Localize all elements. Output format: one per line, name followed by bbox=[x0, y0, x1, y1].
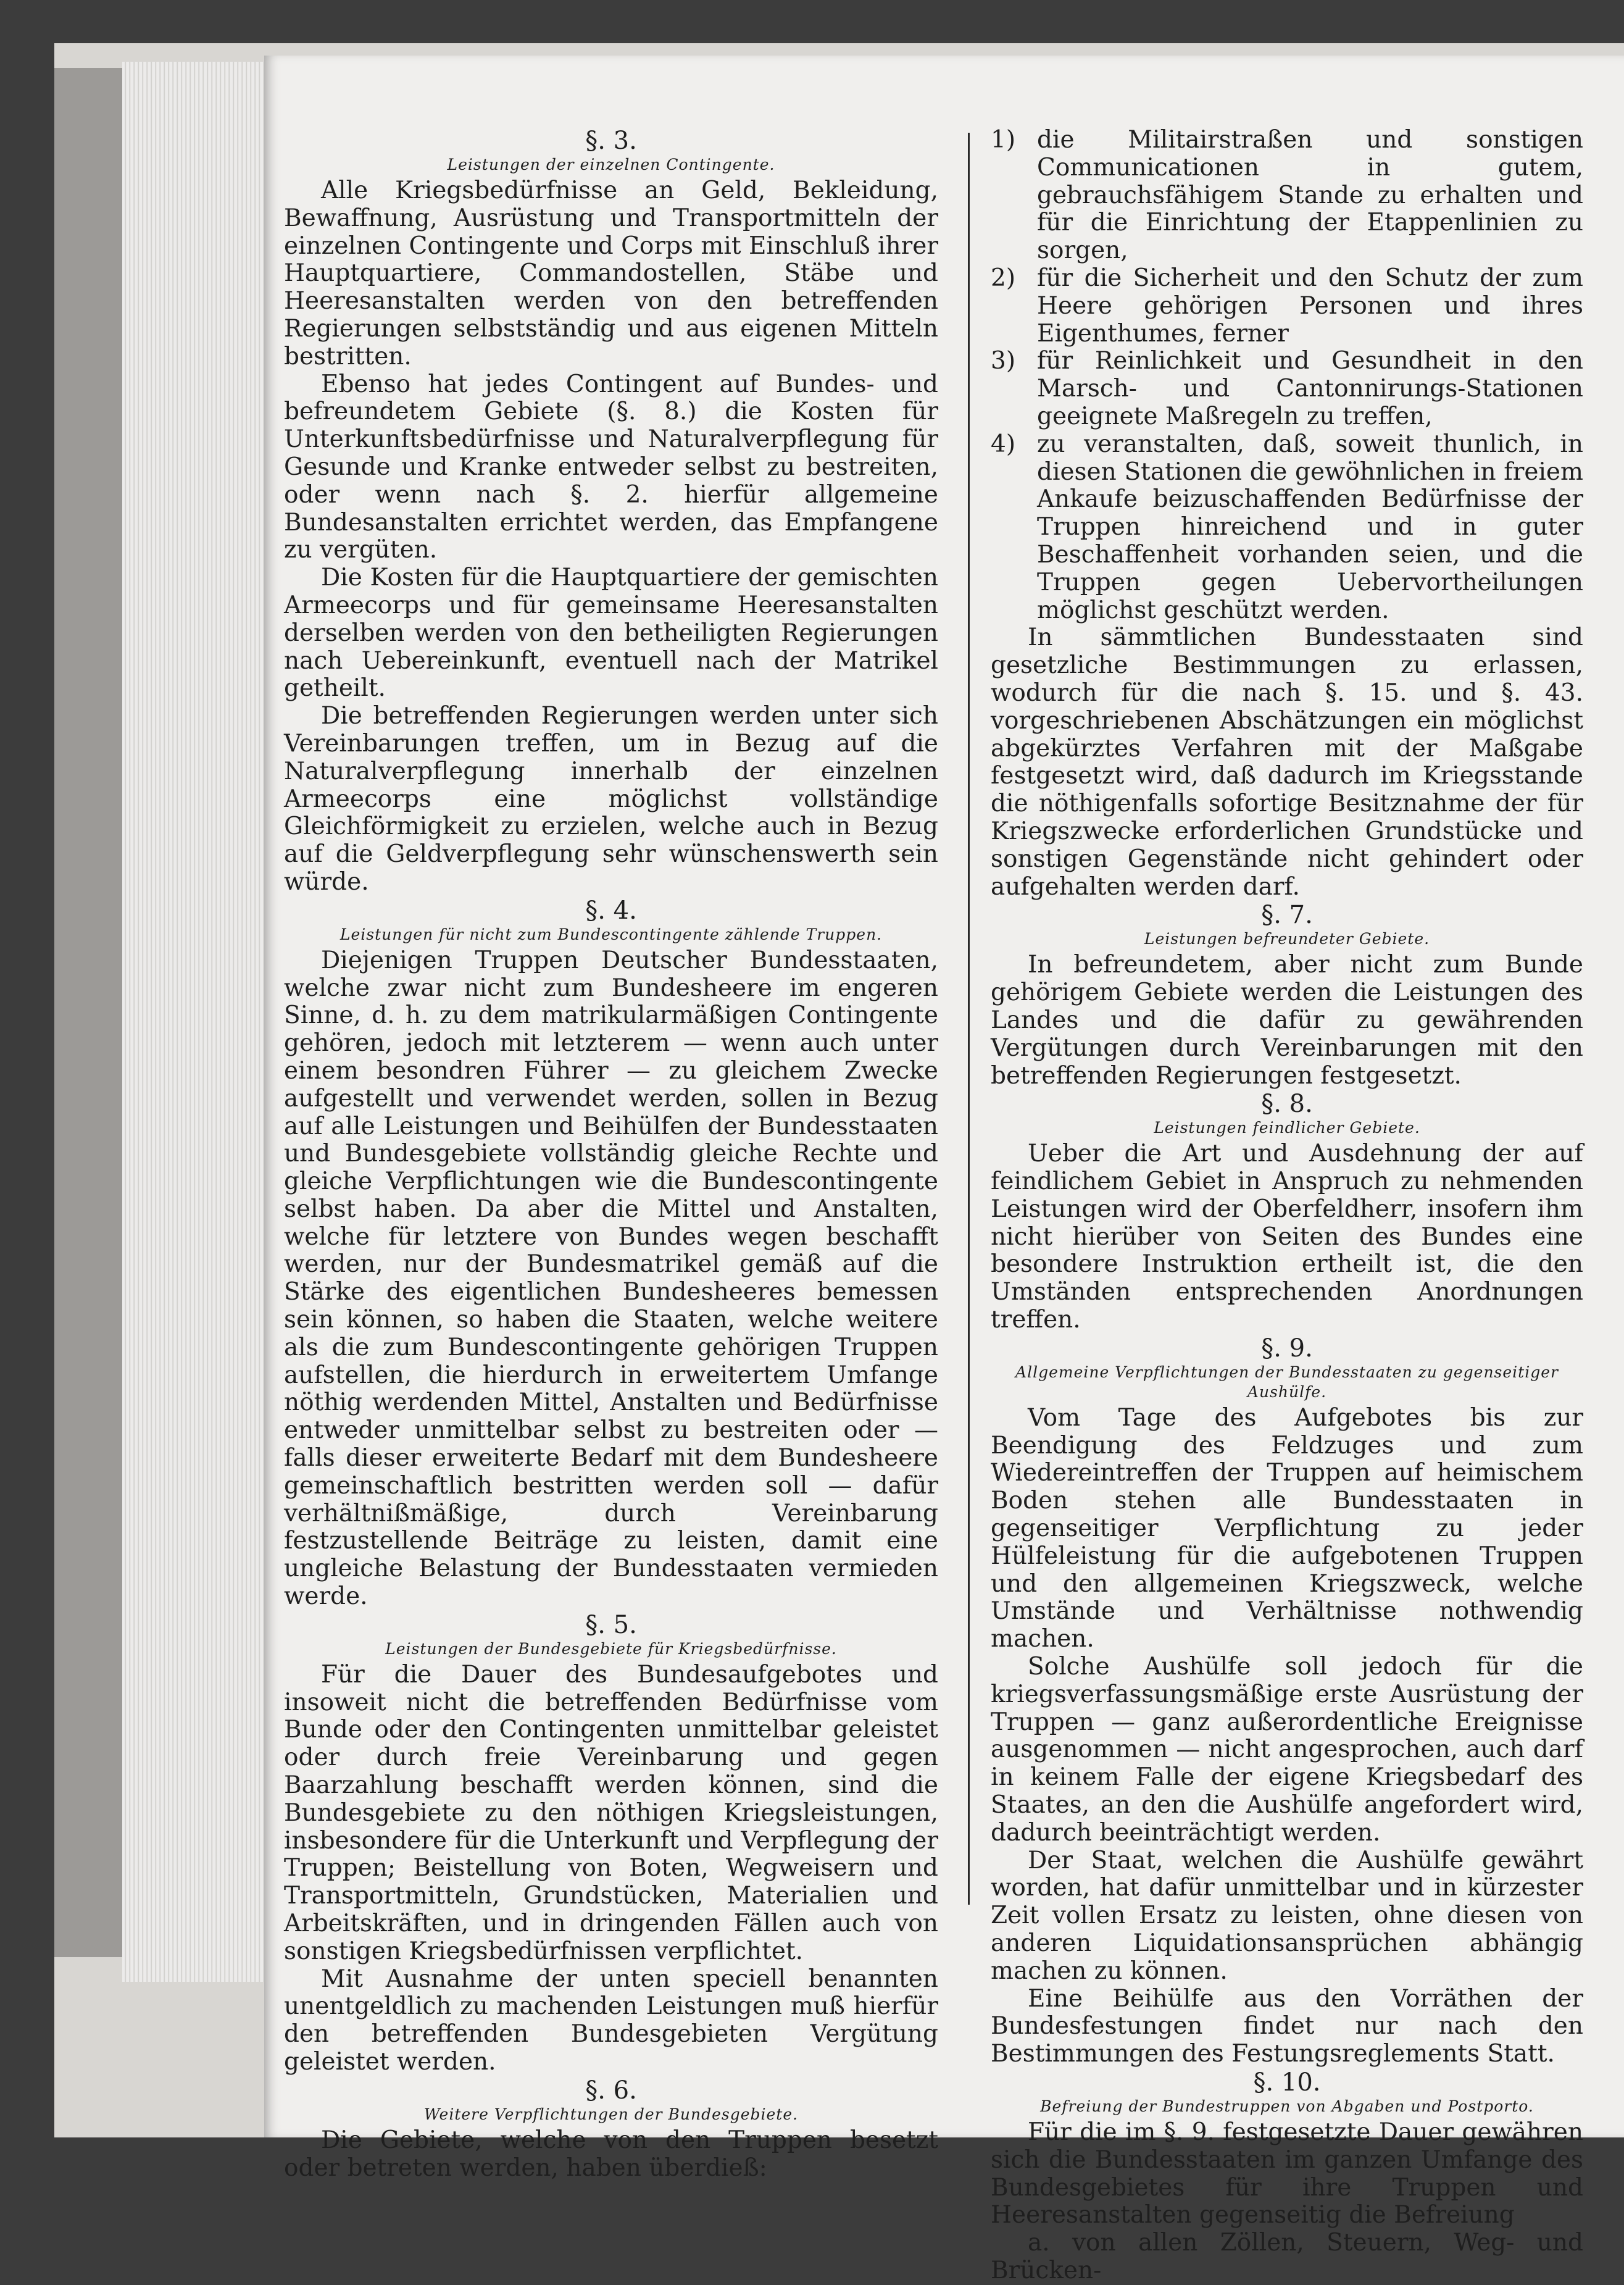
list-item-number: 3) bbox=[991, 347, 1016, 375]
section-10-title: §. 10. bbox=[1253, 2068, 1321, 2097]
list-item bbox=[991, 127, 1583, 265]
list-item-text: die Militairstraßen und sonstigen Communicationen in gutem, gebrauchsfähigem Stande zu erhalten und für die Einrichtung der Etappenlinien zu sorgen, bbox=[1037, 126, 1583, 265]
section-6-subtitle: Weitere Verpflichtungen der Bundesgebiete. bbox=[423, 2105, 799, 2123]
section-7-title: §. 7. bbox=[1261, 901, 1313, 930]
left-column bbox=[284, 127, 938, 2182]
section-9-paragraph: Eine Beihülfe aus den Vorräthen der Bundesfestungen findet nur nach den Bestimmungen des Festungsreglements Statt. bbox=[991, 1984, 1583, 2068]
section-3-title: §. 3. bbox=[585, 127, 637, 155]
list-item-number: 4) bbox=[991, 430, 1016, 458]
section-3-paragraph: Die Kosten für die Hauptquartiere der gemischten Armeecorps und für gemeinsame Heeresanstalten derselben werden von den betheiligten Regierungen nach Uebereinkunft, eventuell nach der Matrikel getheilt. bbox=[284, 564, 938, 703]
list-item bbox=[991, 348, 1583, 430]
list-item-text: für Reinlichkeit und Gesundheit in den Marsch- und Cantonnirungs-Stationen geeignete Maßregeln zu treffen, bbox=[1037, 347, 1583, 430]
list-item bbox=[991, 431, 1583, 625]
section-3-paragraph: Ebenso hat jedes Contingent auf Bundes- und befreundetem Gebiete (§. 8.) die Kosten für Unterkunftsbedürfnisse und Naturalverpflegung für Gesunde und Kranke entweder selbst zu bestreiten, oder wenn nach §. 2. hierfür allgemeine Bundesanstalten errichtet werden, das Empfangene zu vergüten. bbox=[284, 370, 938, 564]
section-4-paragraph: Diejenigen Truppen Deutscher Bundesstaaten, welche zwar nicht zum Bundesheere im engeren Sinne, d. h. zu dem matrikularmäßigen Contingente gehören, jedoch mit letzterem — wenn auch unter einem besondren Führer — zu gleichem Zwecke aufgestellt und verwendet werden, sollen in Bezug auf alle Leistungen und Beihülfen der Bundesstaaten und Bundesgebiete vollständig gleiche Rechte und gleiche Verpflichtungen wie die Bundescontingente selbst haben. Da aber die Mittel und Anstalten, welche für letztere von Bundes wegen beschafft werden, nur der Bundesmatrikel gemäß auf die Stärke des eigentlichen Bundesheeres bemessen sein können, so haben die Staaten, welche weitere als die zum Bundescontingente gehörigen Truppen aufstellen, die hierdurch in erweitertem Umfange nöthig werdenden Mittel, Anstalten und Bedürfnisse entweder unmittelbar selbst zu bestreiten oder — falls dieser erweiterte Bedarf mit dem Bundesheere gemeinschaftlich bestritten werden soll — dafür verhältnißmäßige, durch Vereinbarung festzustellende Beiträge zu leisten, damit eine ungleiche Belastung der Bundesstaaten vermieden werde. bbox=[284, 946, 938, 1611]
section-3-paragraph: Alle Kriegsbedürfnisse an Geld, Bekleidung, Bewaffnung, Ausrüstung und Transportmitteln der einzelnen Contingente und Corps mit Einschluß ihrer Hauptquartiere, Commandostellen, Stäbe und Heeresanstalten werden von den betreffenden Regierungen selbstständig und aus eigenen Mitteln bestritten. bbox=[284, 177, 938, 370]
list-item-number: 1) bbox=[991, 126, 1016, 154]
list-item-text: zu veranstalten, daß, soweit thunlich, in diesen Stationen die gewöhnlichen in freiem Ankaufe beizuschaffenden Bedürfnisse der Truppen hinreichend und in guter Beschaffenheit vorhanden seien, und die Truppen gegen Uebervortheilungen möglichst geschützt werden. bbox=[1037, 430, 1583, 624]
column-divider bbox=[968, 133, 970, 1905]
section-9-paragraph: Solche Aushülfe soll jedoch für die kriegsverfassungsmäßige erste Ausrüstung der Truppen — ganz außerordentliche Ereignisse ausgenommen — nicht angesprochen, auch darf in keinem Falle der eigene Kriegsbedarf des Staates, an den die Aushülfe angefordert wird, dadurch beeinträchtigt werden. bbox=[991, 1653, 1583, 1847]
section-9-paragraph: Der Staat, welchen die Aushülfe gewährt worden, hat dafür unmittelbar und in kürzester Zeit vollen Ersatz zu leisten, ohne diesen von anderen Liquidationsansprüchen abhängig machen zu können. bbox=[991, 1846, 1583, 1985]
section-3-paragraph: Die betreffenden Regierungen werden unter sich Vereinbarungen treffen, um in Bezug auf die Naturalverpflegung innerhalb der einzelnen Armeecorps eine möglichst vollständige Gleichförmigkeit zu erzielen, welche auch in Bezug auf die Geldverpflegung sehr wünschenswerth sein würde. bbox=[284, 702, 938, 896]
section-6-paragraph: Die Gebiete, welche von den Truppen besetzt oder betreten werden, haben überdieß: bbox=[284, 2126, 938, 2182]
section-10-item-a: a. von allen Zöllen, Steuern, Weg- und Brücken- bbox=[991, 2229, 1583, 2284]
section-5-title: §. 5. bbox=[585, 1610, 637, 1639]
section-8-subtitle: Leistungen feindlicher Gebiete. bbox=[1154, 1119, 1420, 1137]
page-edges bbox=[122, 62, 264, 1982]
section-6-title: §. 6. bbox=[585, 2076, 637, 2105]
section-6-paragraph: In sämmtlichen Bundesstaaten sind gesetzliche Bestimmungen zu erlassen, wodurch für die nach §. 15. und §. 43. vorgeschriebenen Abschätzungen ein möglichst abgekürztes Verfahren mit der Maßgabe festgesetzt wird, daß dadurch im Kriegsstande die nöthigenfalls sofortige Besitznahme der für Kriegszwecke erforderlichen Grundstücke und sonstigen Gegenstände nicht gehindert oder aufgehalten werden darf. bbox=[991, 624, 1583, 901]
section-4-subtitle: Leistungen für nicht zum Bundescontingente zählende Truppen. bbox=[339, 925, 883, 943]
list-item-text: für die Sicherheit und den Schutz der zum Heere gehörigen Personen und ihres Eigenthumes, ferner bbox=[1037, 264, 1583, 348]
section-3-subtitle: Leistungen der einzelnen Contingente. bbox=[447, 156, 775, 173]
section-9-paragraph: Vom Tage des Aufgebotes bis zur Beendigung des Feldzuges und zum Wiedereintreffen der Truppen auf heimischem Boden stehen alle Bundesstaaten in gegenseitiger Verpflichtung zu jeder Hülfeleistung für die aufgebotenen Truppen und den allgemeinen Kriegszweck, welche Umstände und Verhältnisse nothwendig machen. bbox=[991, 1403, 1583, 1653]
list-item bbox=[991, 265, 1583, 348]
right-column bbox=[991, 127, 1583, 2285]
section-7-subtitle: Leistungen befreundeter Gebiete. bbox=[1144, 930, 1430, 948]
section-9-title: §. 9. bbox=[1261, 1334, 1313, 1363]
section-7-paragraph: In befreundetem, aber nicht zum Bunde gehörigem Gebiete werden die Leistungen des Landes und die dafür zu gewährenden Vergütungen durch Vereinbarungen mit den betreffenden Regierungen festgesetzt. bbox=[991, 951, 1583, 1090]
section-10-paragraph: Für die im §. 9. festgesetzte Dauer gewähren sich die Bundesstaaten im ganzen Umfange des Bundesgebietes für ihre Truppen und Heeresanstalten gegenseitig die Befreiung bbox=[991, 2118, 1583, 2229]
list-item-number: 2) bbox=[991, 264, 1016, 292]
section-9-subtitle: Allgemeine Verpflichtungen der Bundesstaaten zu gegenseitiger Aushülfe. bbox=[1015, 1363, 1559, 1401]
book-cover-spine bbox=[54, 68, 122, 1957]
section-5-subtitle: Leistungen der Bundesgebiete für Kriegsbedürfnisse. bbox=[385, 1639, 837, 1658]
section-4-title: §. 4. bbox=[585, 896, 637, 925]
section-5-paragraph: Mit Ausnahme der unten speciell benannten unentgeldlich zu machenden Leistungen muß hierfür den betreffenden Bundesgebieten Vergütung geleistet werden. bbox=[284, 1965, 938, 2076]
section-8-title: §. 8. bbox=[1261, 1090, 1313, 1119]
section-8-paragraph: Ueber die Art und Ausdehnung der auf feindlichem Gebiet in Anspruch zu nehmenden Leistungen wird der Oberfeldherr, insofern ihm nicht hierüber von Seiten des Bundes eine besondere Instruktion ertheilt ist, die den Umständen entsprechenden Anordnungen treffen. bbox=[991, 1140, 1583, 1334]
section-5-paragraph: Für die Dauer des Bundesaufgebotes und insoweit nicht die betreffenden Bedürfnisse vom Bunde oder den Contingenten unmittelbar geleistet oder durch freie Vereinbarung und gegen Baarzahlung beschafft werden können, sind die Bundesgebiete zu den nöthigen Kriegsleistungen, insbesondere für die Unterkunft und Verpflegung der Truppen; Beistellung von Boten, Wegweisern und Transportmitteln, Grundstücken, Materialien und Arbeitskräften, und in dringenden Fällen auch von sonstigen Kriegsbedürfnissen verpflichtet. bbox=[284, 1660, 938, 1965]
section-10-subtitle: Befreiung der Bundestruppen von Abgaben und Postporto. bbox=[1040, 2097, 1534, 2115]
